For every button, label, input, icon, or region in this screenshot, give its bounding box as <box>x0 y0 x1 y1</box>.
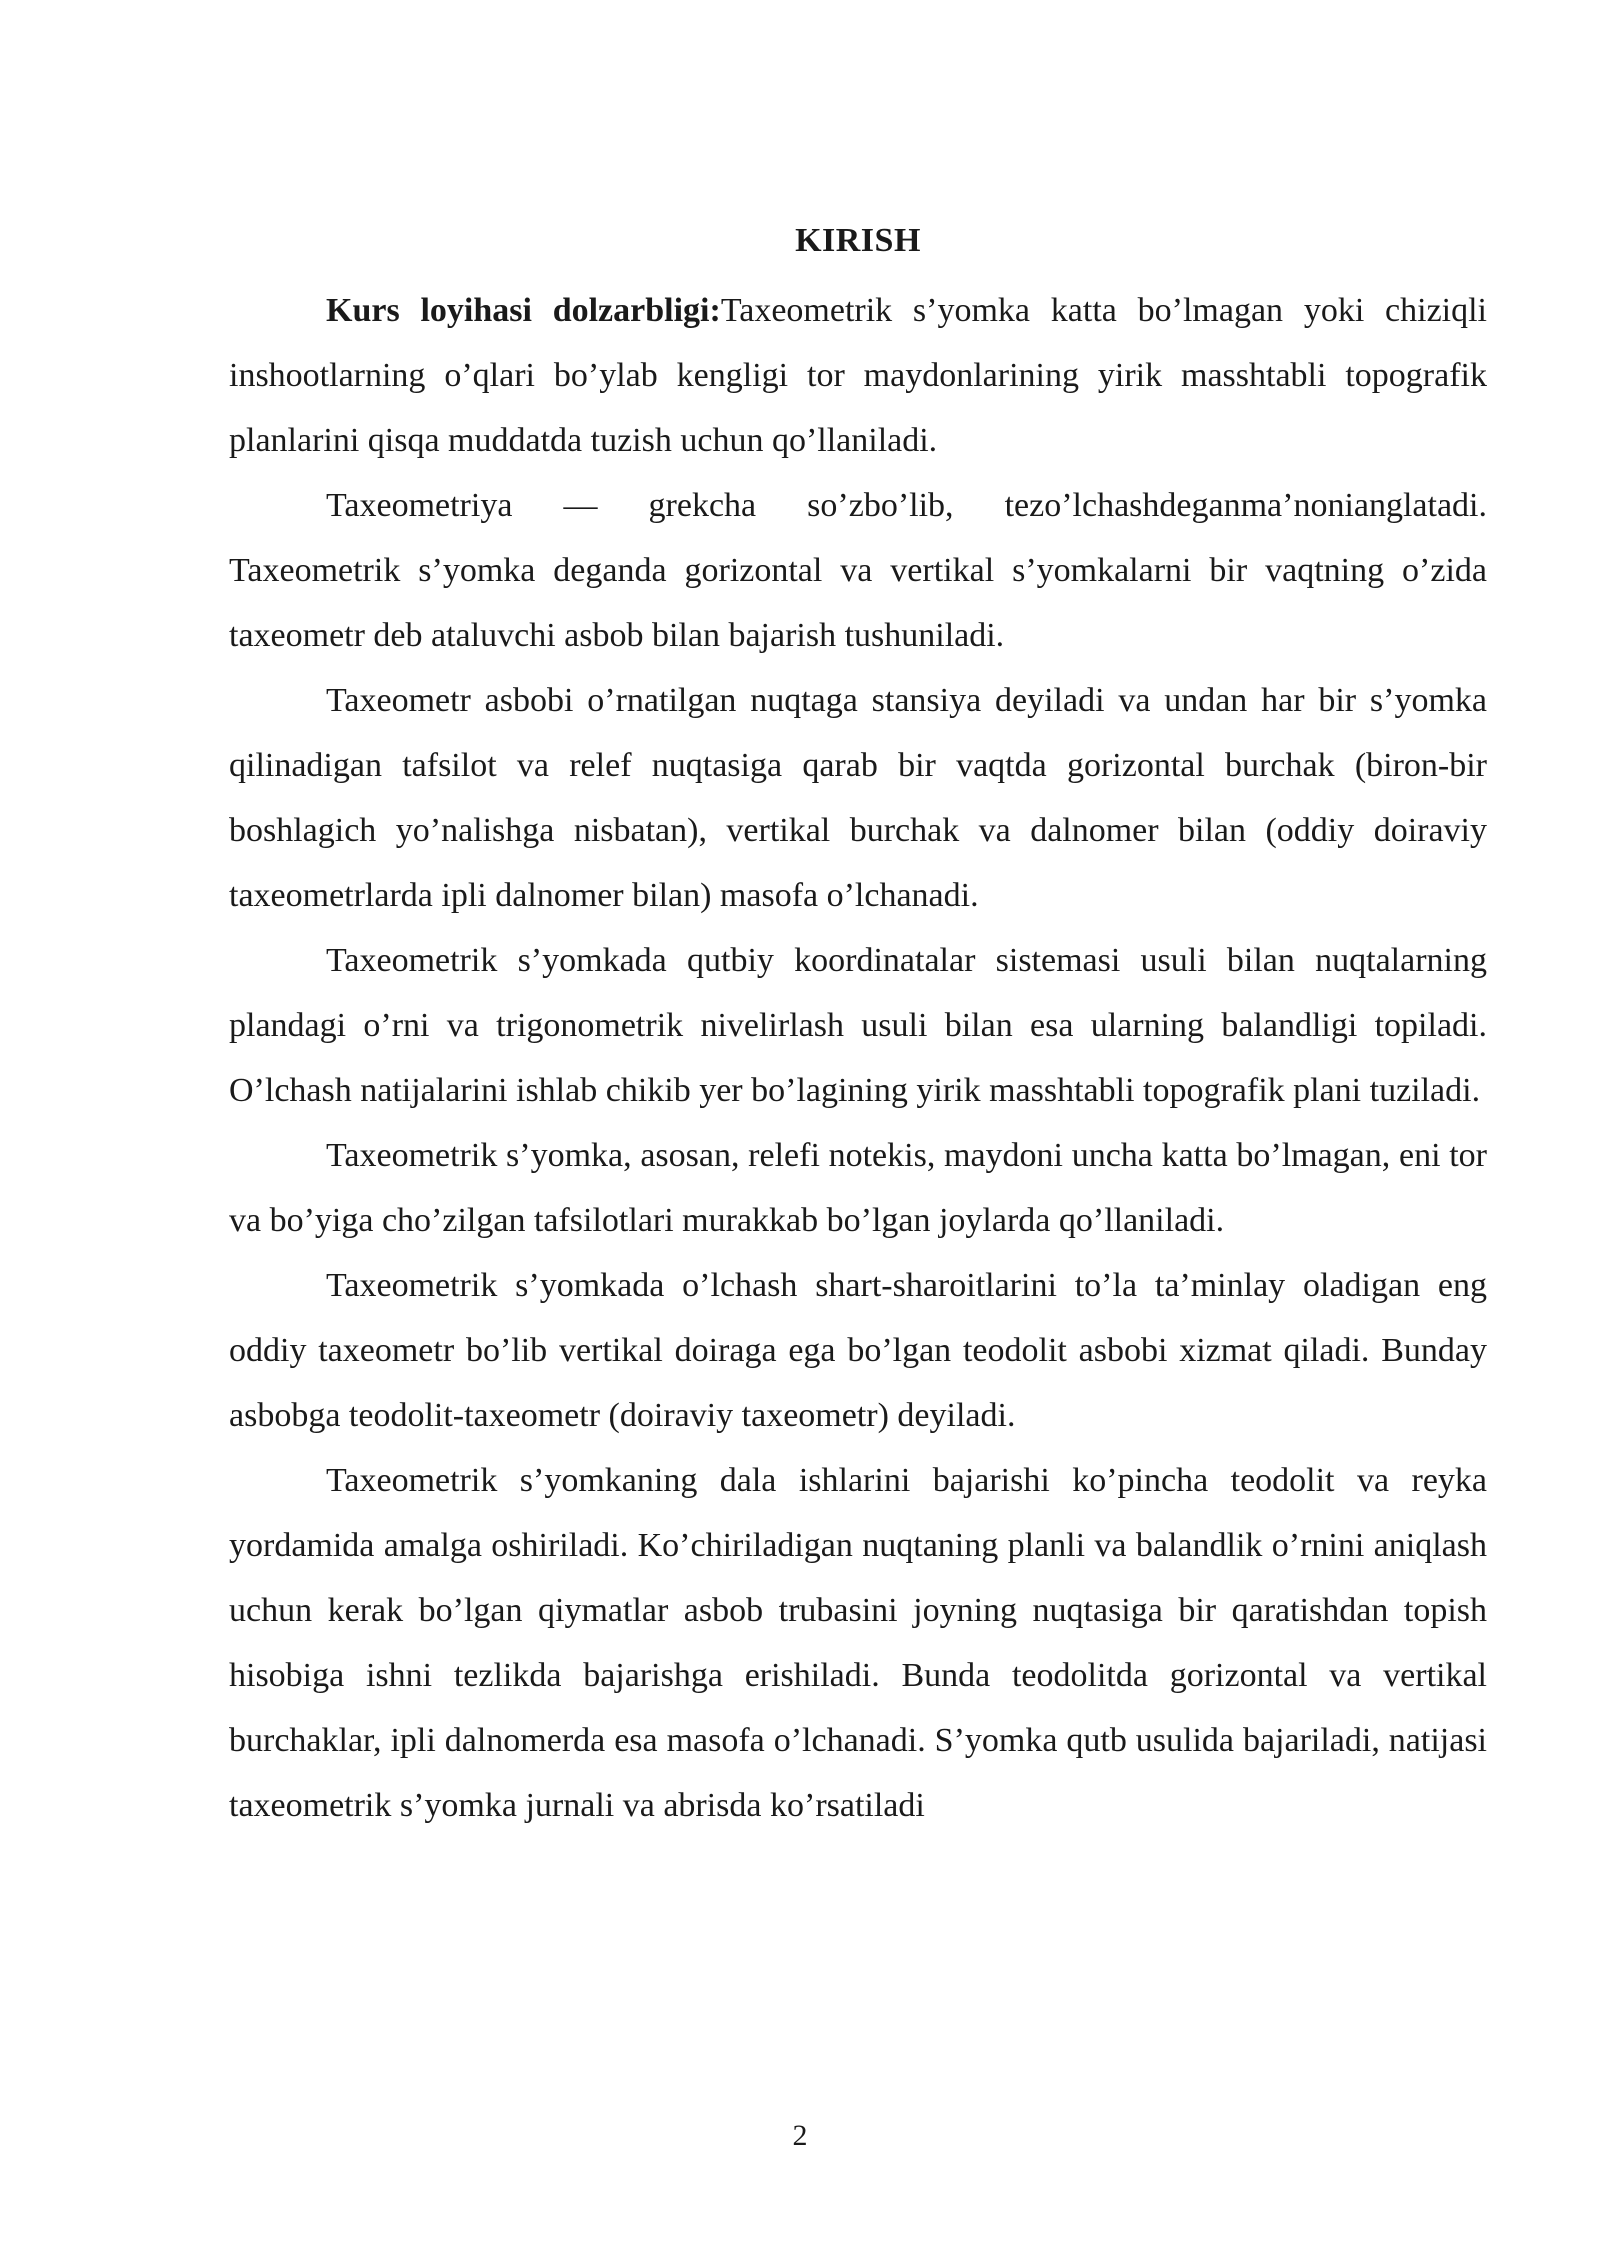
paragraph-coordinates: Taxeometrik s’yomkada qutbiy koordinatalar sistemasi usuli bilan nuqtalarning plandagi o’rni va trigonometrik nivelirlash usuli bilan esa ularning balandligi topiladi. O’lchash natijalarini ishlab chikib yer bo’lagining yirik masshtabli topografik plani tuziladi. <box>229 942 1487 1109</box>
paragraph-relevance <box>229 278 1487 473</box>
page-content <box>229 212 1487 1838</box>
page-number: 2 <box>792 2119 808 2152</box>
paragraph-lead-label: Kurs loyihasi dolzarbligi: <box>326 292 721 329</box>
paragraph-station: Taxeometr asbobi o’rnatilgan nuqtaga stansiya deyiladi va undan har bir s’yomka qilinadigan tafsilot va relef nuqtasiga qarab bir vaqtda gorizontal burchak (biron-bir boshlagich yo’nalishga nisbatan), vertikal burchak va dalnomer bilan (oddiy doiraviy taxeometrlarda ipli dalnomer bilan) masofa o’lchanadi. <box>229 682 1487 914</box>
paragraph-definition: Taxeometriya — grekcha so’zbo’lib, tezo’lchashdeganma’nonianglatadi. Taxeometrik s’yomka deganda gorizontal va vertikal s’yomkalarni bir vaqtning o’zida taxeometr deb ataluvchi asbob bilan bajarish tushuniladi. <box>229 487 1487 654</box>
paragraph-instrument: Taxeometrik s’yomkada o’lchash shart-sharoitlarini to’la ta’minlay oladigan eng oddiy taxeometr bo’lib vertikal doiraga ega bo’lgan teodolit asbobi xizmat qiladi. Bunday asbobga teodolit-taxeometr (doiraviy taxeometr) deyiladi. <box>229 1267 1487 1434</box>
paragraph-text: Taxeometrik s’yomka katta bo’lmagan yoki chiziqli inshootlarning o’qlari bo’ylab kengligi tor maydonlarining yirik masshtabli topografik planlarini qisqa muddatda tuzish uchun qo’llaniladi. <box>229 292 1488 459</box>
paragraph-application: Taxeometrik s’yomka, asosan, relefi notekis, maydoni uncha katta bo’lmagan, eni tor va bo’yiga cho’zilgan tafsilotlari murakkab bo’lgan joylarda qo’llaniladi. <box>229 1137 1487 1239</box>
page-title: KIRISH <box>795 222 921 259</box>
paragraph-fieldwork: Taxeometrik s’yomkaning dala ishlarini bajarishi ko’pincha teodolit va reyka yordamida amalga oshiriladi. Ko’chiriladigan nuqtaning planli va balandlik o’rnini aniqlash uchun kerak bo’lgan qiymatlar asbob trubasini joyning nuqtasiga bir qaratishdan topish hisobiga ishni tezlikda bajarishga erishiladi. Bunda teodolitda gorizontal va vertikal burchaklar, ipli dalnomerda esa masofa o’lchanadi. S’yomka qutb usulida bajariladi, natijasi taxeometrik s’yomka jurnali va abrisda ko’rsatiladi <box>229 1462 1487 1824</box>
